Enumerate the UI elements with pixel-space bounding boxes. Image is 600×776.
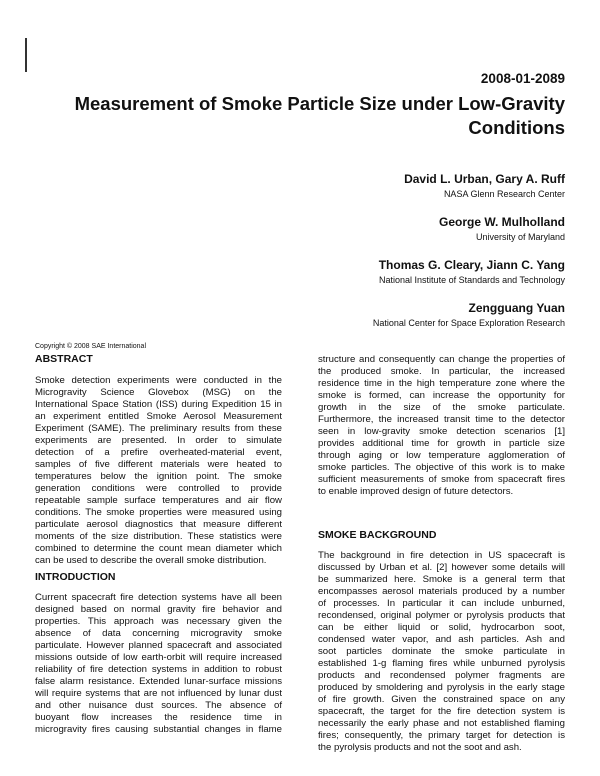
text-line: of fire growth. Given the constrained space on any [318, 694, 565, 705]
text-line: produced by smoldering and pyrolysis in the early stage [318, 682, 565, 693]
text-line: samples of five different materials were heated to [35, 459, 282, 470]
text-line: seen in low-gravity smoke detection scenarios [1] [318, 426, 565, 437]
text-line: and other nuisance dust sources. The absence of [35, 700, 282, 711]
text-line: buoyant flow increases the residence time in [35, 712, 282, 723]
text-line: reliability of fire detection systems in addition to robust [35, 664, 282, 675]
text-line: soot particles dominate the smoke particulate in [318, 646, 565, 657]
text-line: Smoke detection experiments were conducted in the [35, 375, 282, 386]
text-line: through aging or low temperature agglomeration of [318, 450, 565, 461]
author-affiliation: NASA Glenn Research Center [443, 189, 565, 199]
text-line: smoke particles. The objective of this work is to make [318, 462, 565, 473]
text-line: detection of a prefire overheated-material event, [35, 447, 282, 458]
text-line: particulate. However planned spacecraft and associated [35, 640, 282, 651]
smoke-background-body [318, 550, 565, 754]
text-line: Current spacecraft fire detection systems have all been [35, 592, 282, 603]
paper-number: 2008-01-2089 [480, 71, 565, 86]
text-line: conditions. The smoke properties were measured using [35, 507, 282, 518]
text-line: residence time in the high temperature zone where the [318, 378, 565, 389]
author-names: Zengguang Yuan [468, 301, 565, 315]
text-line: the pyrolysis products and not the soot and ash. [318, 742, 522, 753]
text-line: sufficient measurements of smoke from spacecraft fires [318, 474, 565, 485]
text-line: an experiment entitled Smoke Aerosol Measurement [35, 411, 282, 422]
text-line: condensed water vapor, and ash particles. Ash and [318, 634, 565, 645]
text-line: of processes. In particular it can include unburned, [318, 598, 565, 609]
text-line: recondensed, original polymer or pyrolysis products that [318, 610, 565, 621]
text-line: Microgravity Science Glovebox (MSG) on the [35, 387, 282, 398]
text-line: be summarized here. Smoke is a general term that [318, 574, 565, 585]
text-line: to enable improved design of future detectors. [318, 486, 514, 497]
text-line: can be used to describe the overall smoke distribution. [35, 555, 267, 566]
text-line: Experiment (SAME). The preliminary results from these [35, 423, 282, 434]
author-names: David L. Urban, Gary A. Ruff [404, 172, 565, 186]
text-line: absence of data concerning microgravity smoke [35, 628, 282, 639]
author-names: Thomas G. Cleary, Jiann C. Yang [378, 258, 565, 272]
text-line: combined to determine the count mean diameter which [35, 543, 282, 554]
smoke-background-heading: SMOKE BACKGROUND [318, 529, 437, 541]
author-affiliation: National Institute of Standards and Technology [379, 275, 565, 285]
text-line: missions outside of low earth-orbit will require increased [35, 652, 282, 663]
text-line: properties. This approach was necessary given the [35, 616, 282, 627]
text-line: growth in the size of the smoke particulate. [318, 402, 565, 413]
title-line: Measurement of Smoke Particle Size under Low-Gravity [74, 93, 565, 114]
text-line: can be either liquid or solid, hydrocarbon soot, [318, 622, 565, 633]
text-line: necessarily the early phase and not established flaming [318, 718, 565, 729]
text-line: designed based on normal gravity fire behavior and [35, 604, 282, 615]
text-line: the produced smoke. In particular, the increased [318, 366, 565, 377]
text-line: experiments are presented. In order to simulate [35, 435, 282, 446]
text-line: products and recondensed polymer fragments are [318, 670, 565, 681]
text-line: generation conditions were controlled to provide [35, 483, 282, 494]
text-line: spacecraft, the target for the fire detection system is [318, 706, 565, 717]
text-line: provides additional time for growth in particle size [318, 438, 565, 449]
author-affiliation: National Center for Space Exploration Research [372, 318, 565, 328]
author-names: George W. Mulholland [439, 215, 565, 229]
text-line: discussed by Urban et al. [2] however some details will [318, 562, 565, 573]
introduction-body-continued [318, 354, 565, 498]
abstract-body [35, 375, 282, 567]
author-affiliation: University of Maryland [475, 232, 565, 242]
text-line: fires; consequently, the primary target for detection is [318, 730, 565, 741]
text-line: temperatures below the ignition point. The smoke [35, 471, 282, 482]
paper-title [75, 92, 565, 140]
text-line: Furthermore, the increased transit time to the detector [318, 414, 565, 425]
text-line: established 1-g flaming fires while unburned pyrolysis [318, 658, 565, 669]
margin-bar [25, 38, 27, 72]
introduction-heading: INTRODUCTION [35, 571, 116, 583]
text-line: encompasses aerosol materials produced by a number [318, 586, 565, 597]
text-line: International Space Station (ISS) during Expedition 15 in [35, 399, 282, 410]
introduction-body [35, 592, 282, 736]
copyright: Copyright © 2008 SAE International [35, 343, 147, 350]
text-line: will require systems that are not influenced by lunar dust [35, 688, 282, 699]
text-line: moments of the size distribution. These statistics were [35, 531, 282, 542]
text-line: smoke is formed, can increase the opportunity for [318, 390, 565, 401]
text-line: microgravity fires causing substantial changes in flame [35, 724, 282, 735]
abstract-heading: ABSTRACT [35, 353, 93, 365]
title-line: Conditions [468, 117, 565, 138]
text-line: particulate aerosol diagnostics that measure different [35, 519, 282, 530]
text-line: The background in fire detection in US spacecraft is [318, 550, 565, 561]
text-line: repeatable sample surface temperatures and air flow [35, 495, 282, 506]
text-line: structure and consequently can change the properties of [318, 354, 565, 365]
text-line: false alarm resistance. Extended lunar-surface missions [35, 676, 282, 687]
